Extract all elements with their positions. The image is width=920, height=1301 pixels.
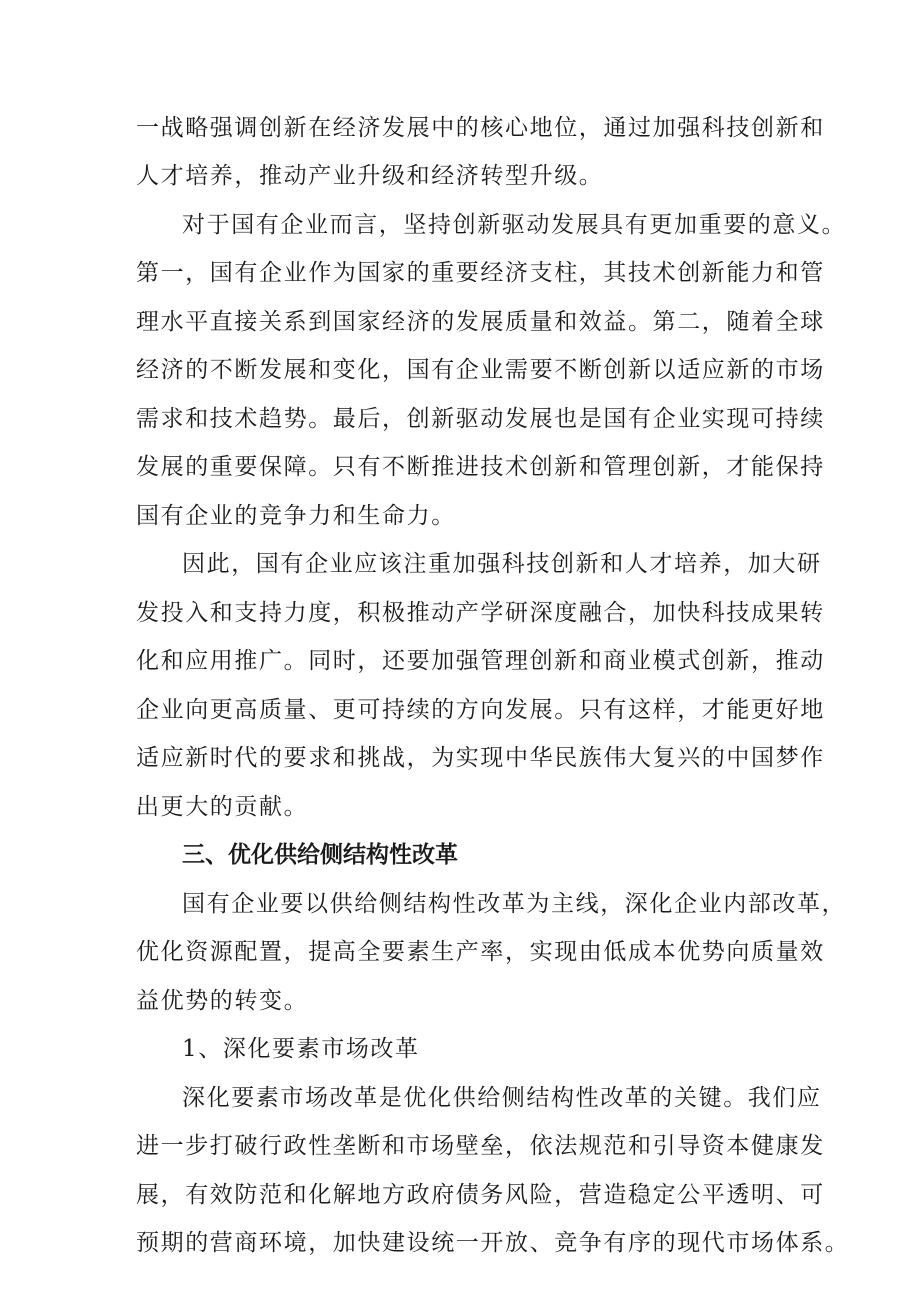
paragraph-5-line-1: 深化要素市场改革是优化供给侧结构性改革的关键。我们应 [182, 1085, 822, 1111]
paragraph-2-line-1: 对于国有企业而言，坚持创新驱动发展具有更加重要的意义。 [182, 212, 847, 238]
paragraph-3-line-3: 化和应用推广。同时，还要加强管理创新和商业模式创新，推动 [136, 648, 825, 674]
paragraph-5-line-2: 进一步打破行政性垄断和市场壁垒，依法规范和引导资本健康发 [136, 1133, 825, 1159]
section-heading-3: 三、优化供给侧结构性改革 [182, 842, 458, 868]
paragraph-2-line-3: 理水平直接关系到国家经济的发展质量和效益。第二，随着全球 [136, 309, 825, 335]
paragraph-3-line-2: 发投入和支持力度，积极推动产学研深度融合，加快科技成果转 [136, 600, 825, 626]
paragraph-3-line-4: 企业向更高质量、更可持续的方向发展。只有这样，才能更好地 [136, 697, 825, 723]
paragraph-3-line-1: 因此，国有企业应该注重加强科技创新和人才培养，加大研 [182, 551, 822, 577]
paragraph-3-line-6: 出更大的贡献。 [136, 794, 309, 820]
paragraph-3-line-5: 适应新时代的要求和挑战，为实现中华民族伟大复兴的中国梦作 [136, 745, 825, 771]
paragraph-1-line-1: 一战略强调创新在经济发展中的核心地位，通过加强科技创新和 [136, 115, 825, 141]
paragraph-1-line-2: 人才培养，推动产业升级和经济转型升级。 [136, 163, 604, 189]
paragraph-5-line-3: 展，有效防范和化解地方政府债务风险，营造稳定公平透明、可 [136, 1182, 825, 1208]
paragraph-2-line-5: 需求和技术趋势。最后，创新驱动发展也是国有企业实现可持续 [136, 406, 825, 432]
paragraph-2-line-4: 经济的不断发展和变化，国有企业需要不断创新以适应新的市场 [136, 357, 825, 383]
paragraph-4-line-1: 国有企业要以供给侧结构性改革为主线，深化企业内部改革， [182, 891, 847, 917]
paragraph-4-line-3: 益优势的转变。 [136, 988, 309, 1014]
paragraph-2-line-2: 第一，国有企业作为国家的重要经济支柱，其技术创新能力和管 [136, 260, 825, 286]
paragraph-5-line-4: 预期的营商环境，加快建设统一开放、竞争有序的现代市场体系。 [136, 1230, 850, 1256]
subheading-1: 1、深化要素市场改革 [182, 1036, 420, 1062]
paragraph-2-line-7: 国有企业的竞争力和生命力。 [136, 503, 456, 529]
paragraph-2-line-6: 发展的重要保障。只有不断推进技术创新和管理创新，才能保持 [136, 454, 825, 480]
paragraph-4-line-2: 优化资源配置，提高全要素生产率，实现由低成本优势向质量效 [136, 939, 825, 965]
